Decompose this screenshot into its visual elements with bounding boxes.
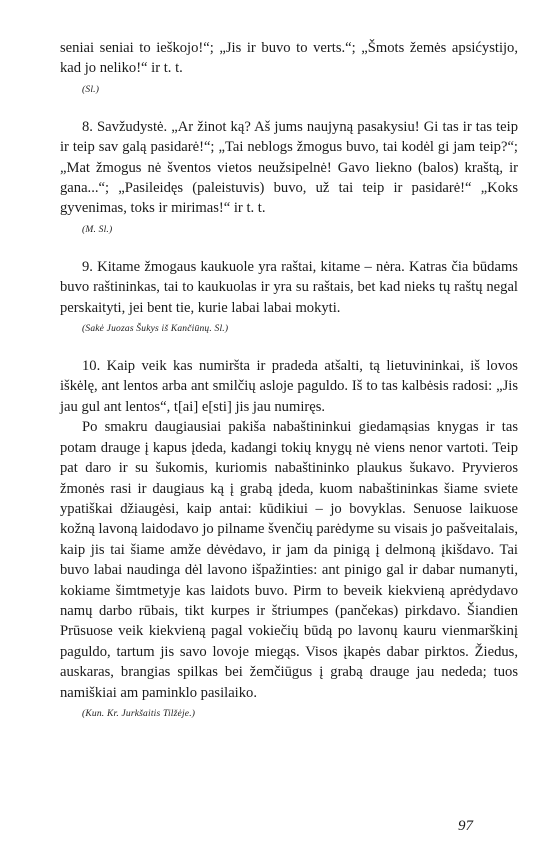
entry-7-source: (Sl.) <box>82 84 100 95</box>
entry-8-source: (M. Sl.) <box>82 224 113 235</box>
entry-10-text-continued: Po smakru daugiausiai pakiša nabaštininkui giedamąsias knygas ir tas potam drauge į kapus įdeda, kadangi tokių knygų nė viens nenor vartoti. Teip pat daro ir su šukomis, kuriomis nabaštininko plaukus šukavo. Pryvieros žmonės rasi ir daugiaus ką į grabą įdeda, kuom nabaštininkas šiame sviete ypatiškai džiaugėsi, kaip antai: kūdikiui – jo bovyklas. Senuose laikuose kožną lavoną laidodavo jo pilname švenčių parėdyme su visais jo pašveitalais, kaip jis tai šiame amže dėvėdavo, ir jam da pinigą į delmoną įkišdavo. Tai buvo labai naudinga dėl lavono išpažinties: ant pinigo gal ir dabar numanyti, kokiame šimtmetyje kas laidots buvo. Pirm to beveik kiekvieną aprėdydavo namų darbo rūbais, tikt kurpes ir štriumpes (pančekas) pirkdavo. Šiandien Prūsuose veik kiekvieną pagal vokiečių būdą po lavonų kauru vienmarškinį paguldo, tartum jis savo lovoje miegąs. Visos įkapės dabar pirktos. Žiedus, auskaras, brangias spilkas bei žemčiūgus į grabą drauge jau nededa; tuos namiškiai am paminklo pasilaiko. <box>60 419 518 701</box>
entry-10-text: 10. Kaip veik kas numiršta ir pradeda atšalti, tą lietuvininkai, iš lovos iškėlę, ant lentos arba ant smilčių asloje paguldo. Iš to tas kalbėsis radosi: „Jis jau gul ant lentos“, t[ai] e[sti] jis jau numiręs. <box>60 358 518 415</box>
entry-10-source: (Kun. Kr. Jurkšaitis Tilžėje.) <box>82 708 196 719</box>
entry-9-source: (Sakė Juozas Šukys iš Kančiūnų. Sl.) <box>82 324 229 335</box>
page-body <box>60 38 518 721</box>
entry-9-text: 9. Kitame žmogaus kaukuole yra raštai, kitame – nėra. Katras čia būdams buvo raštininkas, tai to kaukuolas ir yra su raštais, bet kad nieks tų raštų negal perskaityti, jei bent tie, kurie labai labai mokyti. <box>60 258 518 316</box>
page-number: 97 <box>458 818 473 834</box>
entry-7-continuation: seniai seniai to ieškojo!“; „Jis ir buvo to verts.“; „Šmots žemės apsićystijo, kad jo neliko!“ ir t. t. <box>60 40 518 77</box>
entry-8-text: 8. Savžudystė. „Ar žinot ką? Aš jums naujyną pasakysiu! Gi tas ir tas teip ir teip sav galą pasidarė!“; „Tai neblogs žmogus buvo, tai kodėl gi jam teip?“; „Mat žmogus nė šventos vietos neužsipelnė! Gavo liekno (balos) kraštą, ir gana...“; „Pasileidęs (paleistuvis) buvo, už tai teip ir pasidarė!“ „Koks gyvenimas, toks ir mirimas!“ ir t. t. <box>60 118 518 217</box>
